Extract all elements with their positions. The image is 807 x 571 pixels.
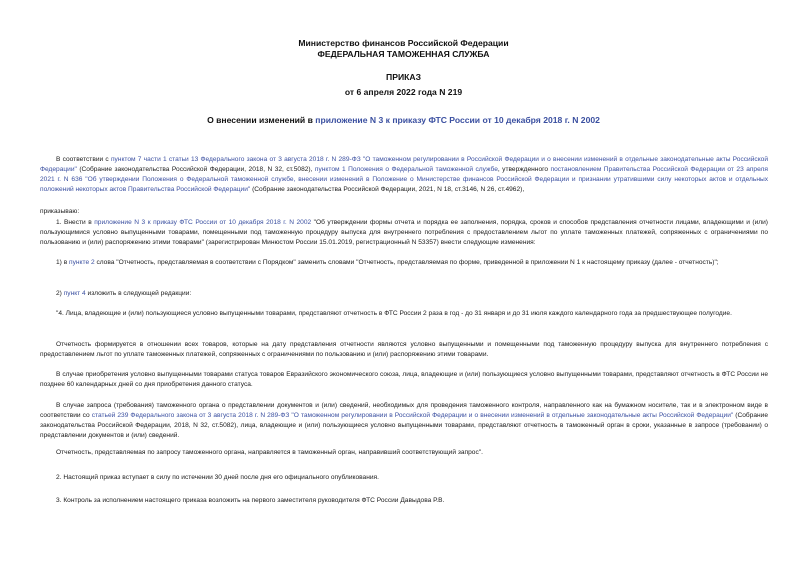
paragraph-point-4 [40, 309, 768, 319]
preamble-text-4: (Собрание законодательства Российской Федерации, 2021, N 18, ст.3146, N 26, ст.4962), [250, 186, 525, 193]
paragraph-subitem-2 [40, 289, 768, 299]
title-link[interactable]: приложение N 3 к приказу ФТС России от 10 декабря 2018 г. N 2002 [315, 115, 600, 125]
paragraph-request-reporting [40, 448, 768, 458]
preamble-text-3: , утвержденного [497, 166, 551, 173]
request-reporting-text: Отчетность, представляемая по запросу таможенного органа, направляется в таможенный орган, направивший соответствующий запрос". [56, 449, 483, 456]
point-4-text: "4. Лица, владеющие и (или) пользующиеся условно выпущенными товарами, представляют отчетность в ФТС России 2 раза в год - до 31 января и до 31 июля каждого календарного года за предшествующее полугодие. [56, 310, 732, 317]
paragraph-customs-request [40, 401, 768, 441]
paragraph-item-3 [40, 496, 768, 506]
preamble-link-regulation[interactable]: пунктом 1 Положения о Федеральной таможенной службе [314, 166, 498, 173]
preamble-link-decree[interactable]: постановлением Правительства Российской Федерации от 23 апреля 2021 г. N 636 "Об утверждении Положения о Федеральной таможенной службе, внесении изменений в Положение о Министерстве финансов Российской Федерации и признании утратившими силу некоторых актов и отдельных положений некоторых актов Правительства Российской Федерации" [40, 166, 768, 193]
subitem-1-link[interactable]: пункте 2 [69, 259, 95, 266]
document-type: ПРИКАЗ [386, 72, 421, 82]
paragraph-order: приказываю: [40, 208, 80, 215]
subitem-2-text-2: изложить в следующей редакции: [85, 290, 192, 297]
paragraph-eaeu-status [40, 370, 768, 390]
item-1-text-2: "Об утверждении формы отчета и порядка ее заполнения, порядка, сроков и способов представления отчетности лицами, владеющими и (или) пользующимися условно выпущенными товарами, помещенными под таможенную процедуру выпуска для внутреннего потребления с предоставлением льгот по уплате таможенных платежей, сопряженных с ограничениями по пользованию и (или) распоряжению этими товарами" (зарегистрирован Минюстом России 15.01.2019, регистрационный N 53357) внести следующие изменения: [40, 219, 768, 246]
title-prefix: О внесении изменений в [207, 115, 316, 125]
preamble-text-2: (Собрание законодательства Российской Федерации, 2018, N 32, ст.5082), [76, 166, 315, 173]
reporting-scope-text: Отчетность формируется в отношении всех товаров, которые на дату представления отчетности являются условно выпущенными и помещенными под таможенную процедуру выпуска для внутреннего потребления с предоставлением льгот по уплате таможенных платежей, сопряженных с ограничениями по пользованию и (или) распоряжению этими товарами. [40, 341, 768, 358]
subitem-1-text-1: 1) в [56, 259, 70, 266]
eaeu-status-text: В случае приобретения условно выпущенными товарами статуса товаров Евразийского экономического союза, лица, владеющие и (или) пользующиеся условно выпущенными товарами, представляют отчетность в ФТС России не позднее 60 календарных дней со дня приобретения данного статуса. [40, 371, 768, 388]
service-name: ФЕДЕРАЛЬНАЯ ТАМОЖЕННАЯ СЛУЖБА [317, 49, 490, 59]
document-title [0, 115, 807, 126]
preamble-link-law[interactable]: пунктом 7 части 1 статьи 13 Федерального закона от 3 августа 2018 г. N 289-ФЗ "О таможенном регулировании в Российской Федерации и о внесении изменений в отдельные законодательные акты Российской Федерации" [40, 156, 769, 173]
subitem-2-link[interactable]: пункт 4 [63, 290, 86, 297]
paragraph-item-2 [40, 473, 768, 483]
paragraph-reporting-scope [40, 340, 768, 360]
preamble-text-1: В соответствии с [56, 156, 111, 163]
customs-request-link[interactable]: статьей 239 Федерального закона от 3 августа 2018 г. N 289-ФЗ "О таможенном регулировании в Российской Федерации и о внесении изменений в отдельные законодательные акты Российской Федерации" [91, 412, 734, 419]
subitem-1-text-2: слова "Отчетность, представляемая в соответствии с Порядком" заменить словами "Отчетность, представляемая по форме, приведенной в приложении N 1 к настоящему приказу (далее - отчетность)"; [94, 259, 719, 266]
item-2-text: 2. Настоящий приказ вступает в силу по истечении 30 дней после дня его официального опубликования. [56, 474, 379, 481]
document-date-number: от 6 апреля 2022 года N 219 [344, 87, 463, 97]
subitem-2-text-1: 2) [56, 290, 64, 297]
paragraph-item-1 [40, 218, 768, 248]
customs-request-text-1: В случае запроса (требования) таможенного органа о представлении документов и (или) сведений, необходимых для проведения таможенного контроля, направленного как на бумажном носителе, так и в электронном виде в соответствии со [40, 402, 768, 419]
paragraph-preamble [40, 155, 768, 195]
customs-request-text-2: (Собрание законодательства Российской Федерации, 2018, N 32, ст.5082), лица, владеющие и (или) пользующиеся условно выпущенными товарами, представляют отчетность в таможенный орган в сроки, указанные в запросе (требовании) о представлении документов и (или) сведений. [40, 412, 769, 439]
item-1-text-1: 1. Внести в [56, 219, 95, 226]
item-3-text: 3. Контроль за исполнением настоящего приказа возложить на первого заместителя руководителя ФТС России Давыдова Р.В. [56, 497, 445, 504]
item-1-link[interactable]: приложение N 3 к приказу ФТС России от 10 декабря 2018 г. N 2002 [94, 219, 312, 226]
paragraph-subitem-1 [40, 258, 768, 268]
ministry-name: Министерство финансов Российской Федерации [298, 38, 509, 48]
